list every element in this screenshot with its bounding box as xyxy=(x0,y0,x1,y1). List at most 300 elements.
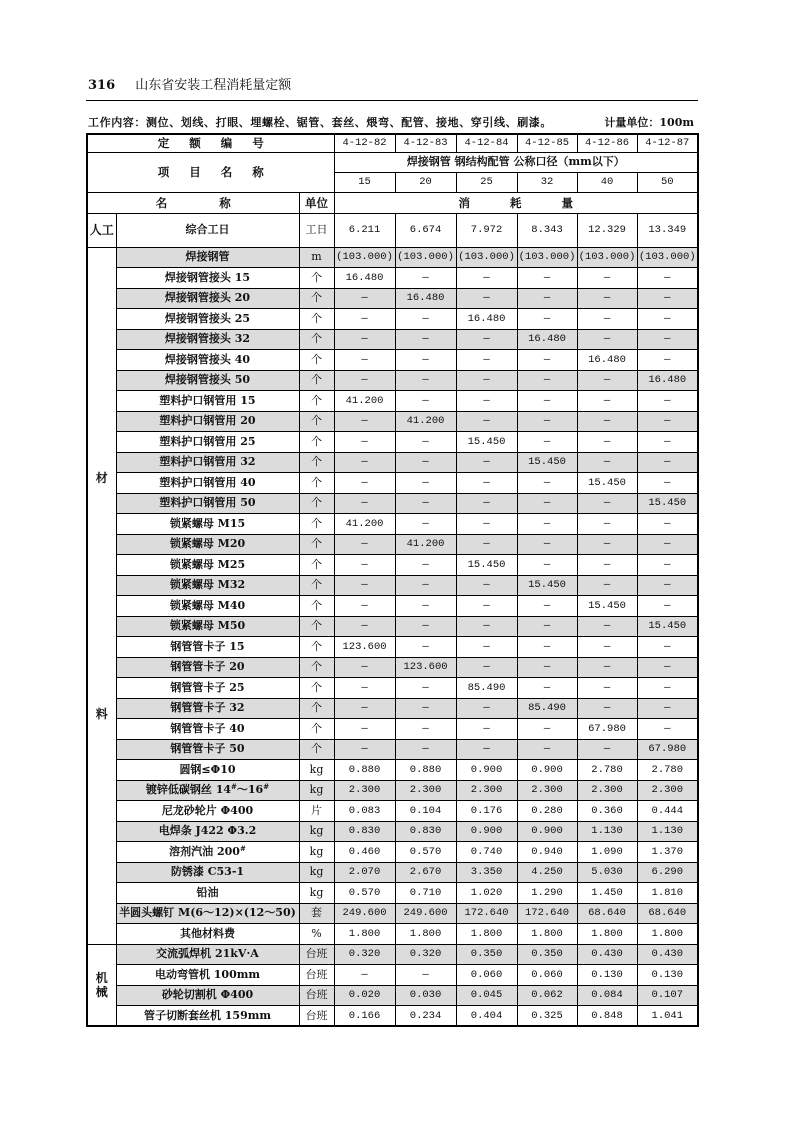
item-name: 塑料护口钢管用 15 xyxy=(116,391,299,412)
item-unit: 个 xyxy=(299,473,334,494)
item-unit: m xyxy=(299,247,334,268)
item-unit: kg xyxy=(299,821,334,842)
consumption-value: — xyxy=(456,473,517,494)
consumption-value: 0.880 xyxy=(395,760,456,781)
consumption-value: — xyxy=(577,493,637,514)
table-row xyxy=(87,883,698,904)
consumption-value: — xyxy=(395,555,456,576)
quota-number: 4-12-85 xyxy=(517,134,577,152)
item-unit: 个 xyxy=(299,698,334,719)
consumption-label: 消 耗 量 xyxy=(334,192,698,213)
table-row xyxy=(87,821,698,842)
table-row xyxy=(87,555,698,576)
table-row xyxy=(87,944,698,965)
consumption-value: — xyxy=(456,493,517,514)
consumption-value: — xyxy=(395,616,456,637)
item-unit: 工日 xyxy=(299,213,334,247)
consumption-value: 0.900 xyxy=(517,760,577,781)
consumption-value: 172.640 xyxy=(456,903,517,924)
consumption-value: 0.045 xyxy=(456,985,517,1006)
consumption-value: — xyxy=(517,719,577,740)
table-row xyxy=(87,391,698,412)
consumption-value: — xyxy=(456,268,517,289)
item-unit: 个 xyxy=(299,575,334,596)
consumption-value: — xyxy=(577,575,637,596)
item-title-row xyxy=(87,152,698,172)
consumption-value: 41.200 xyxy=(334,514,395,535)
work-content: 工作内容：测位、划线、打眼、埋螺栓、锯管、套丝、煨弯、配管、接地、穿引线、刷漆。 xyxy=(88,116,552,129)
consumption-value: — xyxy=(637,514,698,535)
item-unit: 个 xyxy=(299,555,334,576)
consumption-value: 0.060 xyxy=(517,965,577,986)
consumption-value: — xyxy=(395,350,456,371)
consumption-value: — xyxy=(334,370,395,391)
consumption-value: — xyxy=(637,719,698,740)
consumption-value: — xyxy=(637,268,698,289)
consumption-value: — xyxy=(334,965,395,986)
quota-number: 4-12-86 xyxy=(577,134,637,152)
consumption-value: — xyxy=(456,739,517,760)
consumption-value: — xyxy=(577,678,637,699)
consumption-value: — xyxy=(577,514,637,535)
consumption-value: 0.940 xyxy=(517,842,577,863)
consumption-value: 16.480 xyxy=(517,329,577,350)
consumption-value: 1.290 xyxy=(517,883,577,904)
consumption-value: 1.090 xyxy=(577,842,637,863)
item-unit: 台班 xyxy=(299,944,334,965)
consumption-value: 2.300 xyxy=(637,780,698,801)
consumption-value: — xyxy=(395,719,456,740)
table-row xyxy=(87,719,698,740)
consumption-value: — xyxy=(637,391,698,412)
item-unit: 台班 xyxy=(299,985,334,1006)
category-label: 人工 xyxy=(87,213,116,247)
consumption-value: — xyxy=(334,432,395,453)
consumption-value: 2.300 xyxy=(334,780,395,801)
consumption-value: 0.830 xyxy=(395,821,456,842)
consumption-value: 85.490 xyxy=(517,698,577,719)
quota-number: 4-12-84 xyxy=(456,134,517,152)
table-row xyxy=(87,268,698,289)
item-title: 焊接钢管 钢结构配管 公称口径（mm以下） xyxy=(334,152,698,172)
consumption-value: 1.020 xyxy=(456,883,517,904)
consumption-value: (103.000) xyxy=(637,247,698,268)
consumption-value: 0.350 xyxy=(517,944,577,965)
consumption-value: — xyxy=(577,411,637,432)
item-unit: 个 xyxy=(299,719,334,740)
item-unit: kg xyxy=(299,842,334,863)
consumption-value: 0.444 xyxy=(637,801,698,822)
consumption-value: — xyxy=(334,350,395,371)
item-name: 铅油 xyxy=(116,883,299,904)
table-row xyxy=(87,657,698,678)
consumption-value: — xyxy=(395,739,456,760)
consumption-value: — xyxy=(456,575,517,596)
table-row xyxy=(87,698,698,719)
item-name: 焊接钢管 xyxy=(116,247,299,268)
item-name: 综合工日 xyxy=(116,213,299,247)
consumption-value: — xyxy=(395,596,456,617)
table-row xyxy=(87,678,698,699)
item-unit: kg xyxy=(299,883,334,904)
table-row xyxy=(87,1006,698,1027)
item-name: 防锈漆 C53-1 xyxy=(116,862,299,883)
consumption-value: 15.450 xyxy=(637,616,698,637)
item-unit: kg xyxy=(299,760,334,781)
consumption-value: 0.083 xyxy=(334,801,395,822)
consumption-value: 0.107 xyxy=(637,985,698,1006)
table-row xyxy=(87,760,698,781)
consumption-value: — xyxy=(456,698,517,719)
consumption-value: 0.030 xyxy=(395,985,456,1006)
consumption-value: — xyxy=(517,514,577,535)
consumption-value: — xyxy=(456,657,517,678)
consumption-value: 1.130 xyxy=(637,821,698,842)
diameter-value: 20 xyxy=(395,172,456,192)
item-unit: 个 xyxy=(299,391,334,412)
consumption-value: 15.450 xyxy=(577,596,637,617)
consumption-value: 249.600 xyxy=(395,903,456,924)
consumption-value: 1.800 xyxy=(637,924,698,945)
consumption-value: 85.490 xyxy=(456,678,517,699)
consumption-value: 0.084 xyxy=(577,985,637,1006)
quota-table-body xyxy=(87,213,698,1026)
consumption-value: (103.000) xyxy=(456,247,517,268)
consumption-value: — xyxy=(395,637,456,658)
consumption-value: — xyxy=(334,473,395,494)
consumption-value: 0.166 xyxy=(334,1006,395,1027)
consumption-value: — xyxy=(456,329,517,350)
category-char: 械 xyxy=(95,984,108,999)
item-unit: 个 xyxy=(299,370,334,391)
quota-table xyxy=(86,133,699,1027)
consumption-value: 15.450 xyxy=(517,575,577,596)
consumption-value: — xyxy=(456,719,517,740)
consumption-value: (103.000) xyxy=(334,247,395,268)
item-name: 圆钢≤Φ10 xyxy=(116,760,299,781)
item-unit: kg xyxy=(299,780,334,801)
table-row xyxy=(87,534,698,555)
consumption-value: — xyxy=(334,657,395,678)
item-name: 锁紧螺母 M15 xyxy=(116,514,299,535)
consumption-value: — xyxy=(517,350,577,371)
consumption-value: — xyxy=(456,411,517,432)
consumption-value: 16.480 xyxy=(577,350,637,371)
consumption-value: — xyxy=(334,678,395,699)
consumption-value: — xyxy=(395,493,456,514)
consumption-value: 6.674 xyxy=(395,213,456,247)
consumption-value: 0.060 xyxy=(456,965,517,986)
item-name: 钢管管卡子 20 xyxy=(116,657,299,678)
consumption-value: — xyxy=(456,288,517,309)
item-name: 焊接钢管接头 25 xyxy=(116,309,299,330)
diameter-value: 15 xyxy=(334,172,395,192)
consumption-value: 8.343 xyxy=(517,213,577,247)
consumption-value: — xyxy=(637,637,698,658)
consumption-value: 1.800 xyxy=(577,924,637,945)
table-row xyxy=(87,432,698,453)
item-name: 锁紧螺母 M50 xyxy=(116,616,299,637)
item-name: 电焊条 J422 Φ3.2 xyxy=(116,821,299,842)
consumption-value: — xyxy=(517,739,577,760)
consumption-value: 16.480 xyxy=(637,370,698,391)
consumption-value: — xyxy=(334,575,395,596)
consumption-value: — xyxy=(637,555,698,576)
consumption-value: 0.900 xyxy=(456,760,517,781)
consumption-value: 0.830 xyxy=(334,821,395,842)
consumption-value: — xyxy=(334,288,395,309)
consumption-value: — xyxy=(456,350,517,371)
consumption-value: 6.211 xyxy=(334,213,395,247)
item-name: 钢管管卡子 50 xyxy=(116,739,299,760)
consumption-value: — xyxy=(456,596,517,617)
consumption-value: 0.320 xyxy=(334,944,395,965)
quota-number: 4-12-82 xyxy=(334,134,395,152)
consumption-value: 67.980 xyxy=(577,719,637,740)
consumption-value: 0.740 xyxy=(456,842,517,863)
consumption-value: — xyxy=(334,739,395,760)
item-unit: 个 xyxy=(299,452,334,473)
consumption-value: 0.130 xyxy=(577,965,637,986)
consumption-value: 0.900 xyxy=(456,821,517,842)
table-row xyxy=(87,514,698,535)
consumption-value: 1.800 xyxy=(456,924,517,945)
item-name: 其他材料费 xyxy=(116,924,299,945)
consumption-value: — xyxy=(577,616,637,637)
table-row xyxy=(87,903,698,924)
consumption-value: 0.880 xyxy=(334,760,395,781)
consumption-value: — xyxy=(637,411,698,432)
consumption-value: 0.062 xyxy=(517,985,577,1006)
header-rule xyxy=(86,100,698,101)
consumption-value: 0.320 xyxy=(395,944,456,965)
item-name: 砂轮切割机 Φ400 xyxy=(116,985,299,1006)
consumption-value: — xyxy=(334,555,395,576)
item-unit: 个 xyxy=(299,596,334,617)
consumption-value: — xyxy=(395,329,456,350)
quota-number-row xyxy=(87,134,698,152)
consumption-value: — xyxy=(517,637,577,658)
item-name: 镀锌低碳钢丝 14#～16# xyxy=(116,780,299,801)
item-unit: kg xyxy=(299,862,334,883)
consumption-value: 1.130 xyxy=(577,821,637,842)
consumption-value: (103.000) xyxy=(395,247,456,268)
consumption-value: — xyxy=(517,657,577,678)
consumption-value: — xyxy=(456,370,517,391)
item-unit: 个 xyxy=(299,493,334,514)
consumption-value: — xyxy=(517,432,577,453)
consumption-value: — xyxy=(395,452,456,473)
consumption-value: 16.480 xyxy=(334,268,395,289)
consumption-value: 0.130 xyxy=(637,965,698,986)
item-name: 塑料护口钢管用 20 xyxy=(116,411,299,432)
consumption-value: — xyxy=(637,329,698,350)
consumption-value: 0.234 xyxy=(395,1006,456,1027)
consumption-value: 15.450 xyxy=(456,555,517,576)
consumption-value: (103.000) xyxy=(577,247,637,268)
consumption-value: — xyxy=(456,514,517,535)
table-row xyxy=(87,862,698,883)
item-name: 交流弧焊机 21kV·A xyxy=(116,944,299,965)
consumption-value: — xyxy=(517,370,577,391)
consumption-value: — xyxy=(456,637,517,658)
consumption-value: — xyxy=(637,309,698,330)
consumption-value: — xyxy=(395,391,456,412)
table-row xyxy=(87,213,698,247)
consumption-value: — xyxy=(334,452,395,473)
table-row xyxy=(87,288,698,309)
consumption-value: — xyxy=(577,309,637,330)
table-row xyxy=(87,842,698,863)
consumption-value: 0.325 xyxy=(517,1006,577,1027)
table-row xyxy=(87,575,698,596)
consumption-value: 68.640 xyxy=(577,903,637,924)
consumption-value: 0.570 xyxy=(395,842,456,863)
consumption-value: — xyxy=(334,534,395,555)
consumption-value: 2.780 xyxy=(577,760,637,781)
consumption-value: — xyxy=(395,678,456,699)
consumption-value: — xyxy=(456,452,517,473)
item-unit: 个 xyxy=(299,411,334,432)
consumption-value: — xyxy=(637,575,698,596)
consumption-value: — xyxy=(334,309,395,330)
consumption-value: — xyxy=(334,493,395,514)
consumption-value: 4.250 xyxy=(517,862,577,883)
consumption-value: 2.300 xyxy=(456,780,517,801)
item-unit: 个 xyxy=(299,350,334,371)
consumption-value: — xyxy=(517,309,577,330)
consumption-value: — xyxy=(395,514,456,535)
consumption-value: 123.600 xyxy=(334,637,395,658)
quota-number: 4-12-87 xyxy=(637,134,698,152)
item-name: 半圆头螺钉 M(6～12)×(12～50) xyxy=(116,903,299,924)
consumption-value: — xyxy=(517,411,577,432)
consumption-value: 7.972 xyxy=(456,213,517,247)
consumption-value: — xyxy=(334,616,395,637)
category-char: 机 xyxy=(95,970,108,985)
item-unit: 片 xyxy=(299,801,334,822)
item-name: 塑料护口钢管用 40 xyxy=(116,473,299,494)
consumption-value: 41.200 xyxy=(334,391,395,412)
consumption-value: — xyxy=(395,698,456,719)
consumption-value: 2.300 xyxy=(395,780,456,801)
quota-number: 4-12-83 xyxy=(395,134,456,152)
item-name: 电动弯管机 100mm xyxy=(116,965,299,986)
consumption-value: 5.030 xyxy=(577,862,637,883)
item-name: 溶剂汽油 200# xyxy=(116,842,299,863)
consumption-value: 0.848 xyxy=(577,1006,637,1027)
consumption-value: — xyxy=(334,411,395,432)
consumption-value: 1.450 xyxy=(577,883,637,904)
item-name: 塑料护口钢管用 25 xyxy=(116,432,299,453)
table-row xyxy=(87,473,698,494)
consumption-value: — xyxy=(517,473,577,494)
item-name: 钢管管卡子 40 xyxy=(116,719,299,740)
item-name: 焊接钢管接头 15 xyxy=(116,268,299,289)
consumption-value: 2.300 xyxy=(577,780,637,801)
table-row xyxy=(87,985,698,1006)
consumption-value: 123.600 xyxy=(395,657,456,678)
consumption-value: 12.329 xyxy=(577,213,637,247)
consumption-value: (103.000) xyxy=(517,247,577,268)
consumption-value: — xyxy=(517,678,577,699)
item-unit: 个 xyxy=(299,288,334,309)
consumption-value: — xyxy=(637,534,698,555)
consumption-value: — xyxy=(577,452,637,473)
consumption-value: — xyxy=(577,637,637,658)
item-unit: 个 xyxy=(299,657,334,678)
category-label-stack xyxy=(88,945,116,1026)
consumption-value: 15.450 xyxy=(577,473,637,494)
table-row xyxy=(87,247,698,268)
item-name: 焊接钢管接头 50 xyxy=(116,370,299,391)
consumption-value: — xyxy=(637,473,698,494)
consumption-value: — xyxy=(637,596,698,617)
item-unit: 个 xyxy=(299,514,334,535)
work-content-line xyxy=(88,114,696,130)
consumption-value: — xyxy=(577,555,637,576)
consumption-value: — xyxy=(334,329,395,350)
diameter-value: 50 xyxy=(637,172,698,192)
consumption-value: 2.780 xyxy=(637,760,698,781)
consumption-value: 1.810 xyxy=(637,883,698,904)
item-name: 尼龙砂轮片 Φ400 xyxy=(116,801,299,822)
consumption-value: 0.020 xyxy=(334,985,395,1006)
consumption-value: 172.640 xyxy=(517,903,577,924)
consumption-value: — xyxy=(517,555,577,576)
consumption-value: 1.800 xyxy=(334,924,395,945)
consumption-value: 0.430 xyxy=(637,944,698,965)
item-name: 塑料护口钢管用 32 xyxy=(116,452,299,473)
consumption-value: — xyxy=(577,391,637,412)
table-row xyxy=(87,329,698,350)
consumption-value: — xyxy=(334,698,395,719)
consumption-value: — xyxy=(456,534,517,555)
consumption-value: — xyxy=(517,268,577,289)
item-name: 钢管管卡子 25 xyxy=(116,678,299,699)
consumption-value: — xyxy=(577,534,637,555)
diameter-value: 40 xyxy=(577,172,637,192)
page-header xyxy=(88,74,291,93)
consumption-value: 0.430 xyxy=(577,944,637,965)
item-name: 管子切断套丝机 159mm xyxy=(116,1006,299,1027)
consumption-value: — xyxy=(517,391,577,412)
diameter-value: 32 xyxy=(517,172,577,192)
consumption-value: 16.480 xyxy=(395,288,456,309)
item-unit: % xyxy=(299,924,334,945)
item-name: 钢管管卡子 15 xyxy=(116,637,299,658)
consumption-value: 0.900 xyxy=(517,821,577,842)
category-char: 料 xyxy=(95,706,108,721)
consumption-value: 1.370 xyxy=(637,842,698,863)
table-row xyxy=(87,739,698,760)
consumption-value: — xyxy=(395,309,456,330)
table-row xyxy=(87,596,698,617)
item-unit: 个 xyxy=(299,678,334,699)
consumption-value: — xyxy=(517,288,577,309)
item-name: 焊接钢管接头 32 xyxy=(116,329,299,350)
column-label-row xyxy=(87,192,698,213)
item-unit: 个 xyxy=(299,739,334,760)
consumption-value: 1.041 xyxy=(637,1006,698,1027)
page-number: 316 xyxy=(88,78,116,93)
item-name: 锁紧螺母 M20 xyxy=(116,534,299,555)
consumption-value: — xyxy=(577,329,637,350)
consumption-value: 2.070 xyxy=(334,862,395,883)
consumption-value: 68.640 xyxy=(637,903,698,924)
item-unit: 台班 xyxy=(299,965,334,986)
consumption-value: — xyxy=(517,493,577,514)
